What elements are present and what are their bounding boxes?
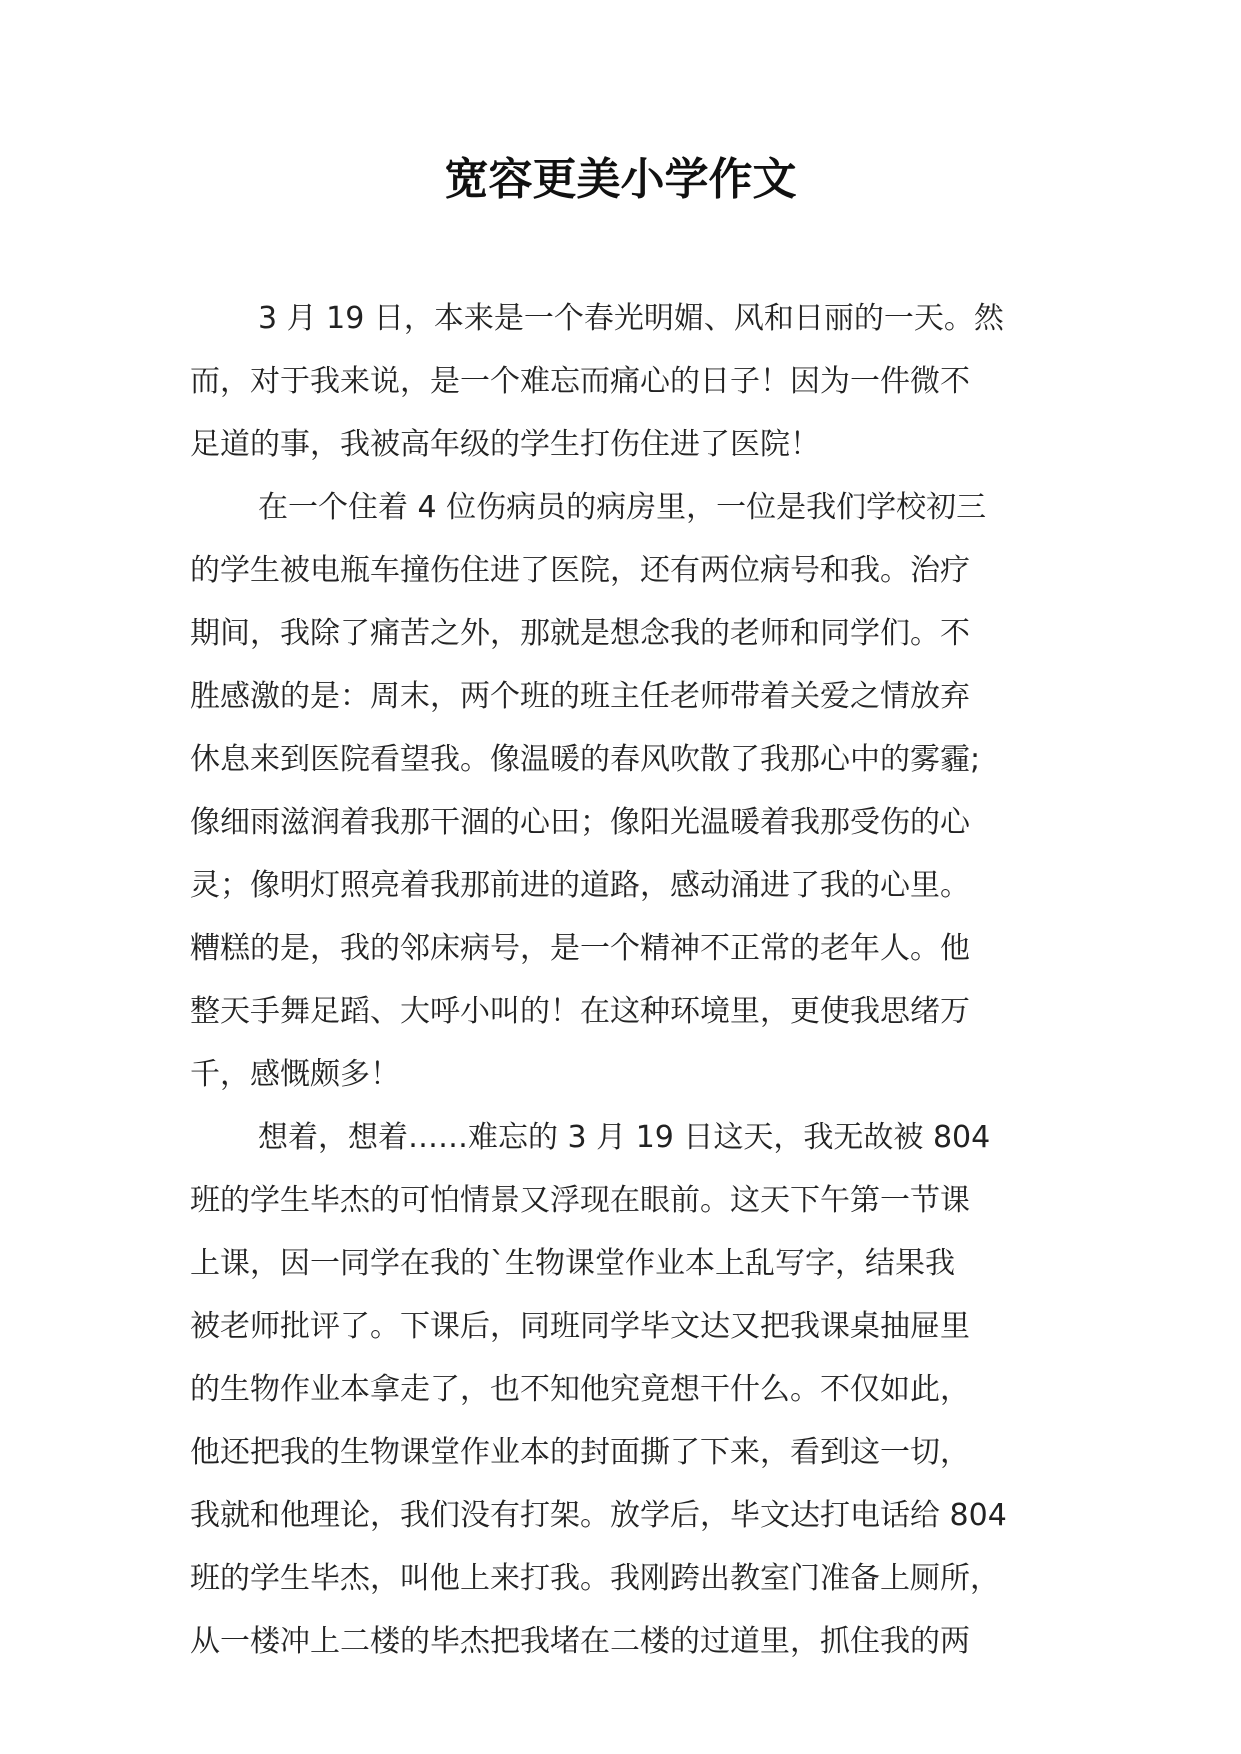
text-line: 糟糕的是，我的邻床病号，是一个精神不正常的老年人。他 (190, 931, 970, 966)
text-line: 休息来到医院看望我。像温暖的春风吹散了我那心中的雾霾; (190, 742, 981, 777)
text-line: 整天手舞足蹈、大呼小叫的！在这种环境里，更使我思绪万 (190, 994, 970, 1029)
text-line: 3 月 19 日，本来是一个春光明媚、风和日丽的一天。然 (258, 301, 1004, 336)
text-line: 胜感激的是：周末，两个班的班主任老师带着关爱之情放弃 (190, 679, 970, 714)
text-line: 的生物作业本拿走了，也不知他究竟想干什么。不仅如此， (190, 1372, 970, 1407)
text-line: 像细雨滋润着我那干涸的心田；像阳光温暖着我那受伤的心 (190, 805, 970, 840)
text-line: 灵；像明灯照亮着我那前进的道路，感动涌进了我的心里。 (190, 868, 970, 903)
text-line: 他还把我的生物课堂作业本的封面撕了下来，看到这一切， (190, 1435, 970, 1470)
text-line: 上课，因一同学在我的`生物课堂作业本上乱写字，结果我 (190, 1246, 955, 1281)
text-line: 想着，想着……难忘的 3 月 19 日这天，我无故被 804 (258, 1120, 991, 1155)
text-line: 在一个住着 4 位伤病员的病房里，一位是我们学校初三 (258, 490, 987, 525)
text-line: 而，对于我来说，是一个难忘而痛心的日子！因为一件微不 (190, 364, 970, 399)
text-line: 被老师批评了。下课后，同班同学毕文达又把我课桌抽屉里 (190, 1309, 970, 1344)
text-line: 我就和他理论，我们没有打架。放学后，毕文达打电话给 804 (190, 1498, 1007, 1533)
essay-body (190, 287, 1070, 1673)
document-title: 宽容更美小学作文 (444, 154, 797, 205)
text-line: 的学生被电瓶车撞伤住进了医院，还有两位病号和我。治疗 (190, 553, 970, 588)
text-line: 足道的事，我被高年级的学生打伤住进了医院！ (190, 427, 820, 462)
text-line: 从一楼冲上二楼的毕杰把我堵在二楼的过道里，抓住我的两 (190, 1624, 970, 1659)
text-line: 班的学生毕杰的可怕情景又浮现在眼前。这天下午第一节课 (190, 1183, 970, 1218)
text-line: 班的学生毕杰，叫他上来打我。我刚跨出教室门准备上厕所， (190, 1561, 1000, 1596)
text-line: 千，感慨颇多！ (190, 1057, 400, 1092)
text-line: 期间，我除了痛苦之外，那就是想念我的老师和同学们。不 (190, 616, 970, 651)
